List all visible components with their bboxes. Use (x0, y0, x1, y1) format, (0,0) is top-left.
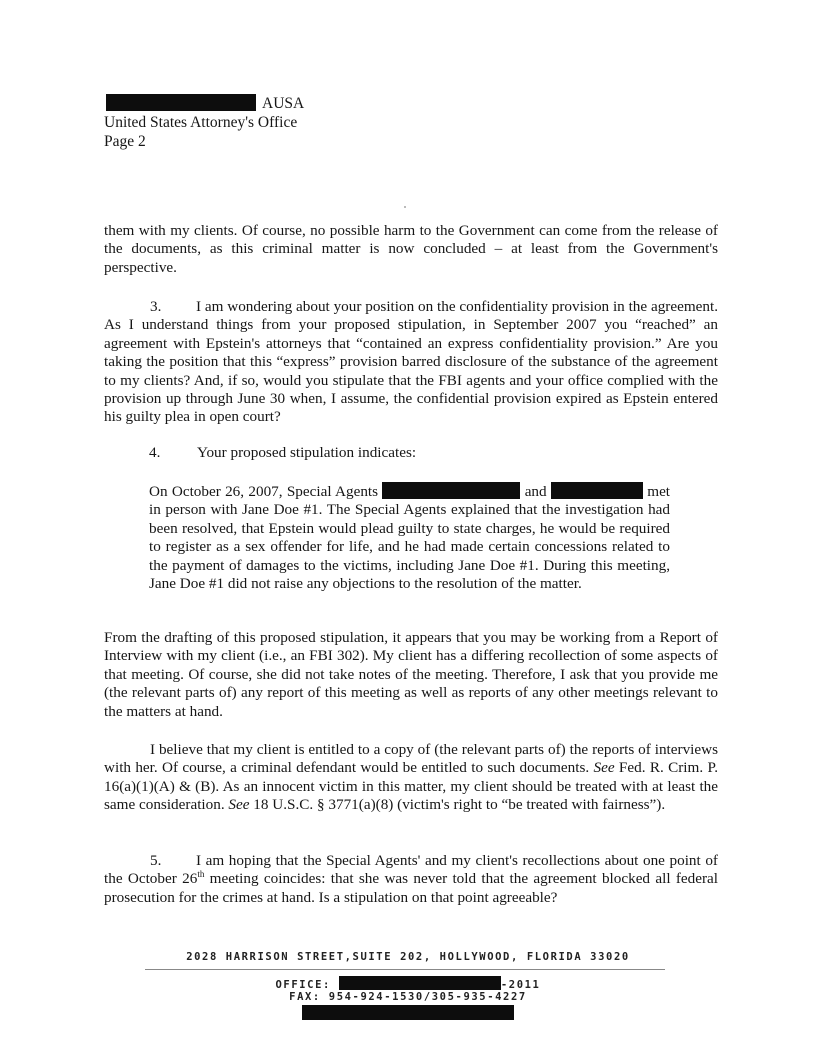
stipulation-quote: On October 26, 2007, Special Agents and met in person with Jane Doe #1. The Special Agents explained that the investigation had been resolved, that Epstein would plead guilty to state charges, he would be required to register as a sex offender for life, and he had made certain concessions related to the payment of damages to the victims, including Jane Doe #1. During this meeting, Jane Doe #1 did not raise any objections to the resolution of the matter. (149, 483, 671, 593)
footer-redacted-line (0, 1005, 816, 1020)
item-4-number: 4. (149, 444, 161, 461)
item-5-number: 5. (150, 852, 162, 869)
item-4-line: 4. Your proposed stipulation indicates: (149, 444, 417, 461)
redacted-name (106, 94, 256, 111)
office-line: United States Attorney's Office (104, 114, 298, 131)
footer-divider (145, 969, 665, 970)
letter-header (104, 94, 304, 151)
redacted-email (302, 1005, 514, 1020)
item-3-paragraph: 3. I am wondering about your position on the confidentiality provision in the agreement. As I understand things from your proposed stipulation, in September 2007 you “reached” an agreement with Epstein's attorneys that “contained an express confidentiality provision.” Are you taking the position that this “express” provision barred disclosure of the substance of the agreement to my clients? And, if so, would you stipulate that the FBI agents and your office complied with the provision up through June 30 when, I assume, the confidential provision expired as Epstein entered his guilty plea in open court? (104, 298, 718, 426)
footer-office-line: OFFICE: -2011 (0, 976, 816, 991)
footer-fax-line: FAX: 954-924-1530/305-935-4227 (289, 991, 527, 1003)
redacted-agent-1 (382, 482, 520, 499)
page-number: Page 2 (104, 133, 146, 150)
continuation-paragraph: them with my clients. Of course, no possible harm to the Government can come from the release of the documents, as this criminal matter is now concluded – at least from the Government's perspective. (104, 222, 718, 276)
item-5-paragraph: 5. I am hoping that the Special Agents' and my client's recollections about one point of the October 26th meeting coincides: that she was never told that the agreement blocked all federal prosecution for the crimes at hand. Is a stipulation on that point agreeable? (104, 852, 719, 906)
entitled-paragraph: I believe that my client is entitled to a copy of (the relevant parts of) the reports of interviews with her. Of course, a criminal defendant would be entitled to such documents. See Fed. R. Crim. P. 16(a)(1)(A) & (B). As an innocent victim in this matter, my client should be treated with at least the same consideration. See 18 U.S.C. § 3771(a)(8) (victim's right to “be treated with fairness”). (104, 741, 719, 814)
redacted-agent-2 (551, 482, 643, 499)
item-3-number: 3. (150, 298, 162, 315)
redacted-office-number (339, 976, 501, 990)
scan-speck (404, 206, 406, 208)
report-paragraph: From the drafting of this proposed stipulation, it appears that you may be working from a Report of Interview with my client (i.e., an FBI 302). My client has a differing recollection of some aspects of that meeting. Of course, she did not take notes of the meeting. Therefore, I ask that you provide me (the relevant parts of) any report of this meeting as well as reports of any other meetings relevant to the matters at hand. (104, 629, 718, 720)
addressee-line: AUSA (104, 94, 304, 113)
footer-address: 2028 HARRISON STREET,SUITE 202, HOLLYWOOD, FLORIDA 33020 (186, 951, 630, 963)
